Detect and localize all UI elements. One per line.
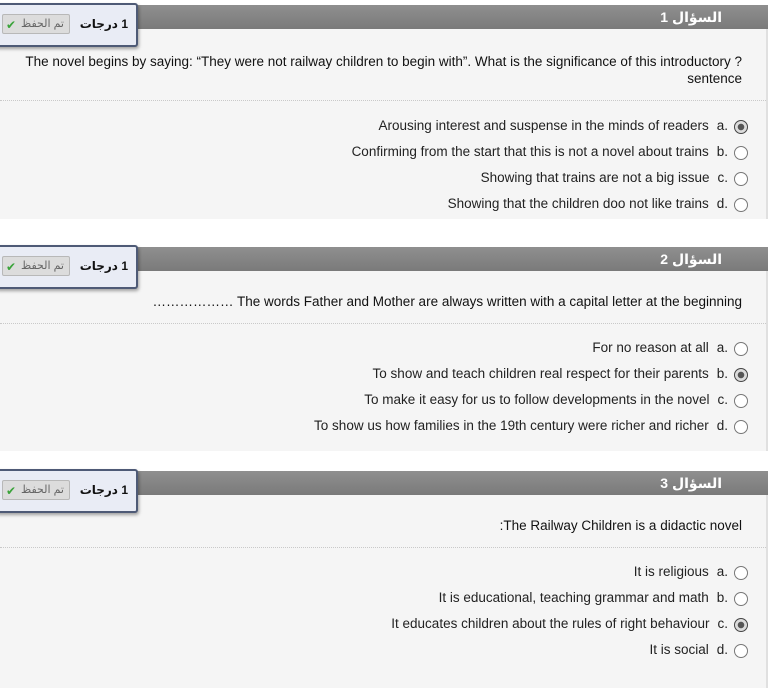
answer-text: It is social <box>649 641 709 657</box>
separator <box>0 100 766 101</box>
radio-button[interactable] <box>734 644 748 658</box>
saved-state-label: تم الحفظ <box>21 18 64 30</box>
answer-text: Confirming from the start that this is not a novel about trains <box>351 143 709 159</box>
radio-button[interactable] <box>734 420 748 434</box>
answer-option-a[interactable] <box>379 112 748 138</box>
radio-button[interactable] <box>734 592 748 606</box>
answer-letter: c. <box>717 615 728 631</box>
saved-state-badge <box>2 256 70 276</box>
answer-option-b[interactable] <box>352 138 748 164</box>
answer-text: Showing that the children doo not like trains <box>447 195 709 211</box>
answer-text: Showing that trains are not a big issue <box>480 169 710 185</box>
answer-option-d[interactable] <box>314 412 748 438</box>
answer-option-d[interactable] <box>448 190 748 216</box>
saved-state-badge <box>2 480 70 500</box>
question-body <box>0 271 768 451</box>
radio-button[interactable] <box>734 618 748 632</box>
question-info <box>0 3 138 47</box>
question-text: ……………… The words Father and Mother are always written with a capital letter at the beginning <box>152 294 742 309</box>
answer-option-c[interactable] <box>364 386 748 412</box>
radio-button[interactable] <box>734 120 748 134</box>
answer-option-b[interactable] <box>439 584 748 610</box>
answer-text: To show us how families in the 19th century were richer and richer <box>314 417 709 433</box>
question-grade: 1 درجات <box>79 259 128 273</box>
question-info <box>0 245 138 289</box>
answer-text: Arousing interest and suspense in the minds of readers <box>378 117 709 133</box>
question-body <box>0 29 768 219</box>
separator <box>0 547 766 548</box>
check-icon: ✔ <box>6 18 17 32</box>
answer-letter: a. <box>716 117 728 133</box>
check-icon: ✔ <box>6 260 17 274</box>
question-title: السؤال 3 <box>660 475 722 491</box>
answer-letter: d. <box>716 195 728 211</box>
answer-letter: b. <box>716 143 728 159</box>
saved-state-label: تم الحفظ <box>21 484 64 496</box>
radio-button[interactable] <box>734 566 748 580</box>
saved-state-badge <box>2 14 70 34</box>
question-body <box>0 495 768 688</box>
question-text: :The Railway Children is a didactic novel <box>499 518 742 533</box>
answer-text: It is educational, teaching grammar and math <box>438 589 709 605</box>
answer-text: To make it easy for us to follow developments in the novel <box>364 391 710 407</box>
radio-button[interactable] <box>734 198 748 212</box>
answer-option-b[interactable] <box>373 360 748 386</box>
answer-letter: c. <box>717 391 728 407</box>
radio-button[interactable] <box>734 394 748 408</box>
answer-option-d[interactable] <box>649 636 748 662</box>
question-title: السؤال 1 <box>660 9 722 25</box>
answer-letter: d. <box>716 417 728 433</box>
answer-letter: a. <box>716 339 728 355</box>
answer-letter: b. <box>716 365 728 381</box>
answer-text: It is religious <box>633 563 709 579</box>
answer-option-c[interactable] <box>391 610 748 636</box>
radio-button[interactable] <box>734 368 748 382</box>
separator <box>0 323 766 324</box>
check-icon: ✔ <box>6 484 17 498</box>
question-title: السؤال 2 <box>660 251 722 267</box>
answer-option-c[interactable] <box>481 164 748 190</box>
answer-text: For no reason at all <box>592 339 709 355</box>
answer-letter: b. <box>716 589 728 605</box>
question-text: The novel begins by saying: “They were not railway children to begin with”. What is the significance of this introductory ?sentence <box>25 54 742 86</box>
question-info <box>0 469 138 513</box>
answer-option-a[interactable] <box>592 334 748 360</box>
answer-letter: a. <box>716 563 728 579</box>
answer-option-a[interactable] <box>634 558 748 584</box>
question-grade: 1 درجات <box>79 17 128 31</box>
question-grade: 1 درجات <box>79 483 128 497</box>
radio-button[interactable] <box>734 146 748 160</box>
answer-text: It educates children about the rules of right behaviour <box>391 615 710 631</box>
answer-letter: c. <box>717 169 728 185</box>
answer-letter: d. <box>716 641 728 657</box>
radio-button[interactable] <box>734 172 748 186</box>
radio-button[interactable] <box>734 342 748 356</box>
saved-state-label: تم الحفظ <box>21 260 64 272</box>
answer-text: To show and teach children real respect for their parents <box>372 365 709 381</box>
